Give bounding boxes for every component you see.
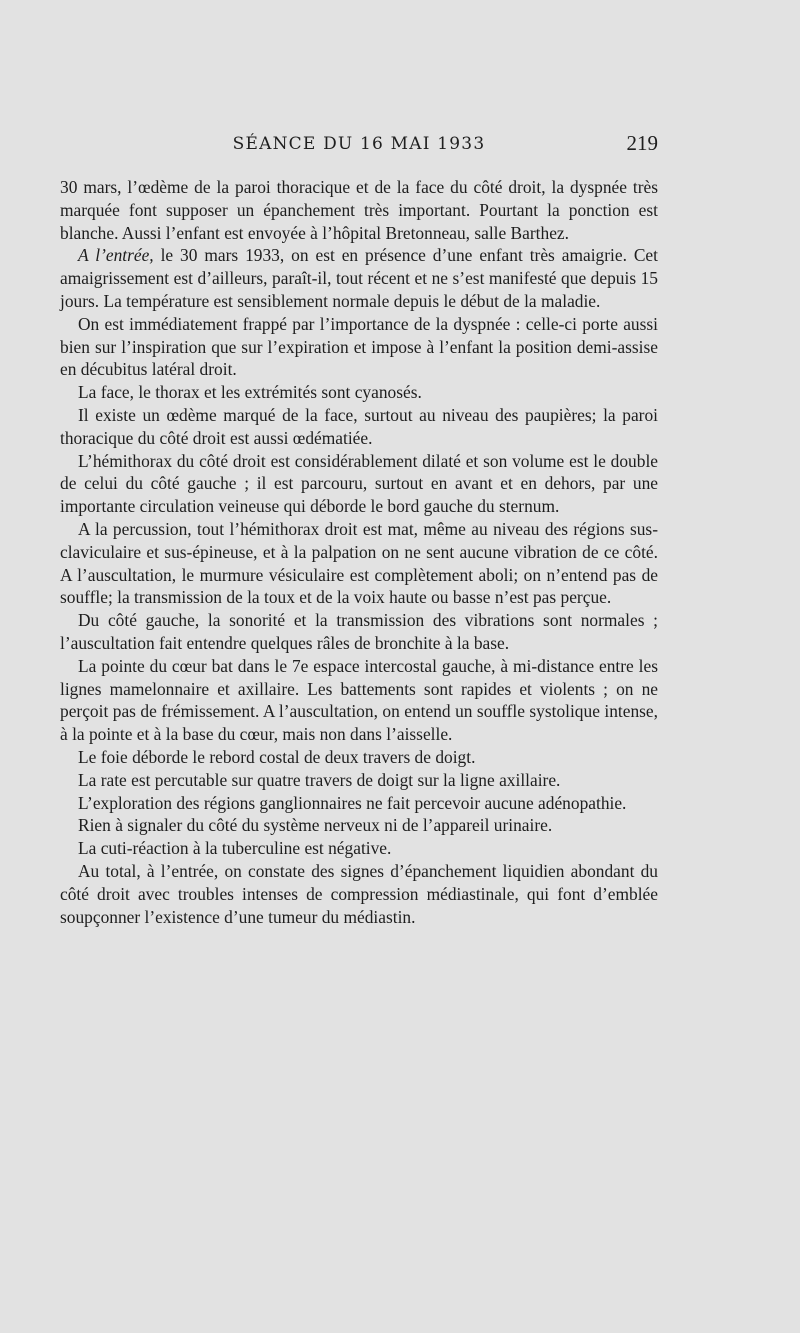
paragraph: Rien à signaler du côté du système nerveux ni de l’appareil urinaire. — [78, 815, 553, 836]
paragraph: A la percussion, tout l’hémithorax droit est mat, même au niveau des régions sus-claviculaire et sus-épineuse, et à la palpation on ne sent aucune vibration de ce côté. A l’auscultation, le murmure vésiculaire est complètement aboli; on n’entend pas de souffle; la transmission de la toux et de la voix haute ou basse n’est pas perçue. — [60, 518, 658, 608]
paragraph: La cuti-réaction à la tuberculine est négative. — [78, 838, 392, 859]
paragraph: Au total, à l’entrée, on constate des signes d’épanchement liquidien abondant du côté droit avec troubles intenses de compression médiastinale, qui font d’emblée soupçonner l’existence d’une tumeur du médiastin. — [60, 860, 658, 927]
running-head: SÉANCE DU 16 MAI 1933 — [232, 134, 486, 154]
paragraph: Du côté gauche, la sonorité et la transmission des vibrations sont normales ; l’auscultation fait entendre quelques râles de bronchite à la base. — [60, 610, 658, 653]
paragraph: Il existe un œdème marqué de la face, surtout au niveau des paupières; la paroi thoracique du côté droit est aussi œdématiée. — [60, 404, 658, 448]
paragraph: Le foie déborde le rebord costal de deux travers de doigt. — [78, 746, 476, 767]
paragraph — [60, 244, 658, 312]
italic-phrase: A l’entrée, — [78, 245, 154, 266]
paragraph-text: le 30 mars 1933, on est en présence d’une enfant très amaigrie. Cet amaigrissement est d’ailleurs, paraît-il, tout récent et ne s’est manifesté que depuis 15 jours. La température est sensiblement normale depuis le début de la maladie. — [60, 245, 658, 311]
page-number: 219 — [626, 131, 658, 155]
paragraph: La pointe du cœur bat dans le 7e espace intercostal gauche, à mi-distance entre les lignes mamelonnaire et axillaire. Les battements sont rapides et violents ; on ne perçoit pas de frémissement. A l’auscultation, on entend un souffle systolique intense, à la pointe et à la base du cœur, mais non dans l’aisselle. — [60, 655, 658, 745]
paragraph: La face, le thorax et les extrémités sont cyanosés. — [78, 382, 422, 403]
paragraph: L’hémithorax du côté droit est considérablement dilaté et son volume est le double de celui du côté gauche ; il est parcouru, surtout en avant et en dehors, par une importante circulation veineuse qui déborde le bord gauche du sternum. — [60, 450, 658, 517]
body-text — [60, 176, 658, 928]
paragraph: L’exploration des régions ganglionnaires ne fait percevoir aucune adénopathie. — [78, 792, 627, 813]
page-header — [60, 131, 658, 160]
paragraph: La rate est percutable sur quatre travers de doigt sur la ligne axillaire. — [78, 769, 561, 790]
paragraph: 30 mars, l’œdème de la paroi thoracique et de la face du côté droit, la dyspnée très marquée font supposer un épanchement très important. Pourtant la ponction est blanche. Aussi l’enfant est envoyée à l’hôpital Bretonneau, salle Barthez. — [60, 177, 658, 243]
paragraph: On est immédiatement frappé par l’importance de la dyspnée : celle-ci porte aussi bien sur l’inspiration que sur l’expiration et impose à l’enfant la position demi-assise en décubitus latéral droit. — [60, 313, 658, 380]
